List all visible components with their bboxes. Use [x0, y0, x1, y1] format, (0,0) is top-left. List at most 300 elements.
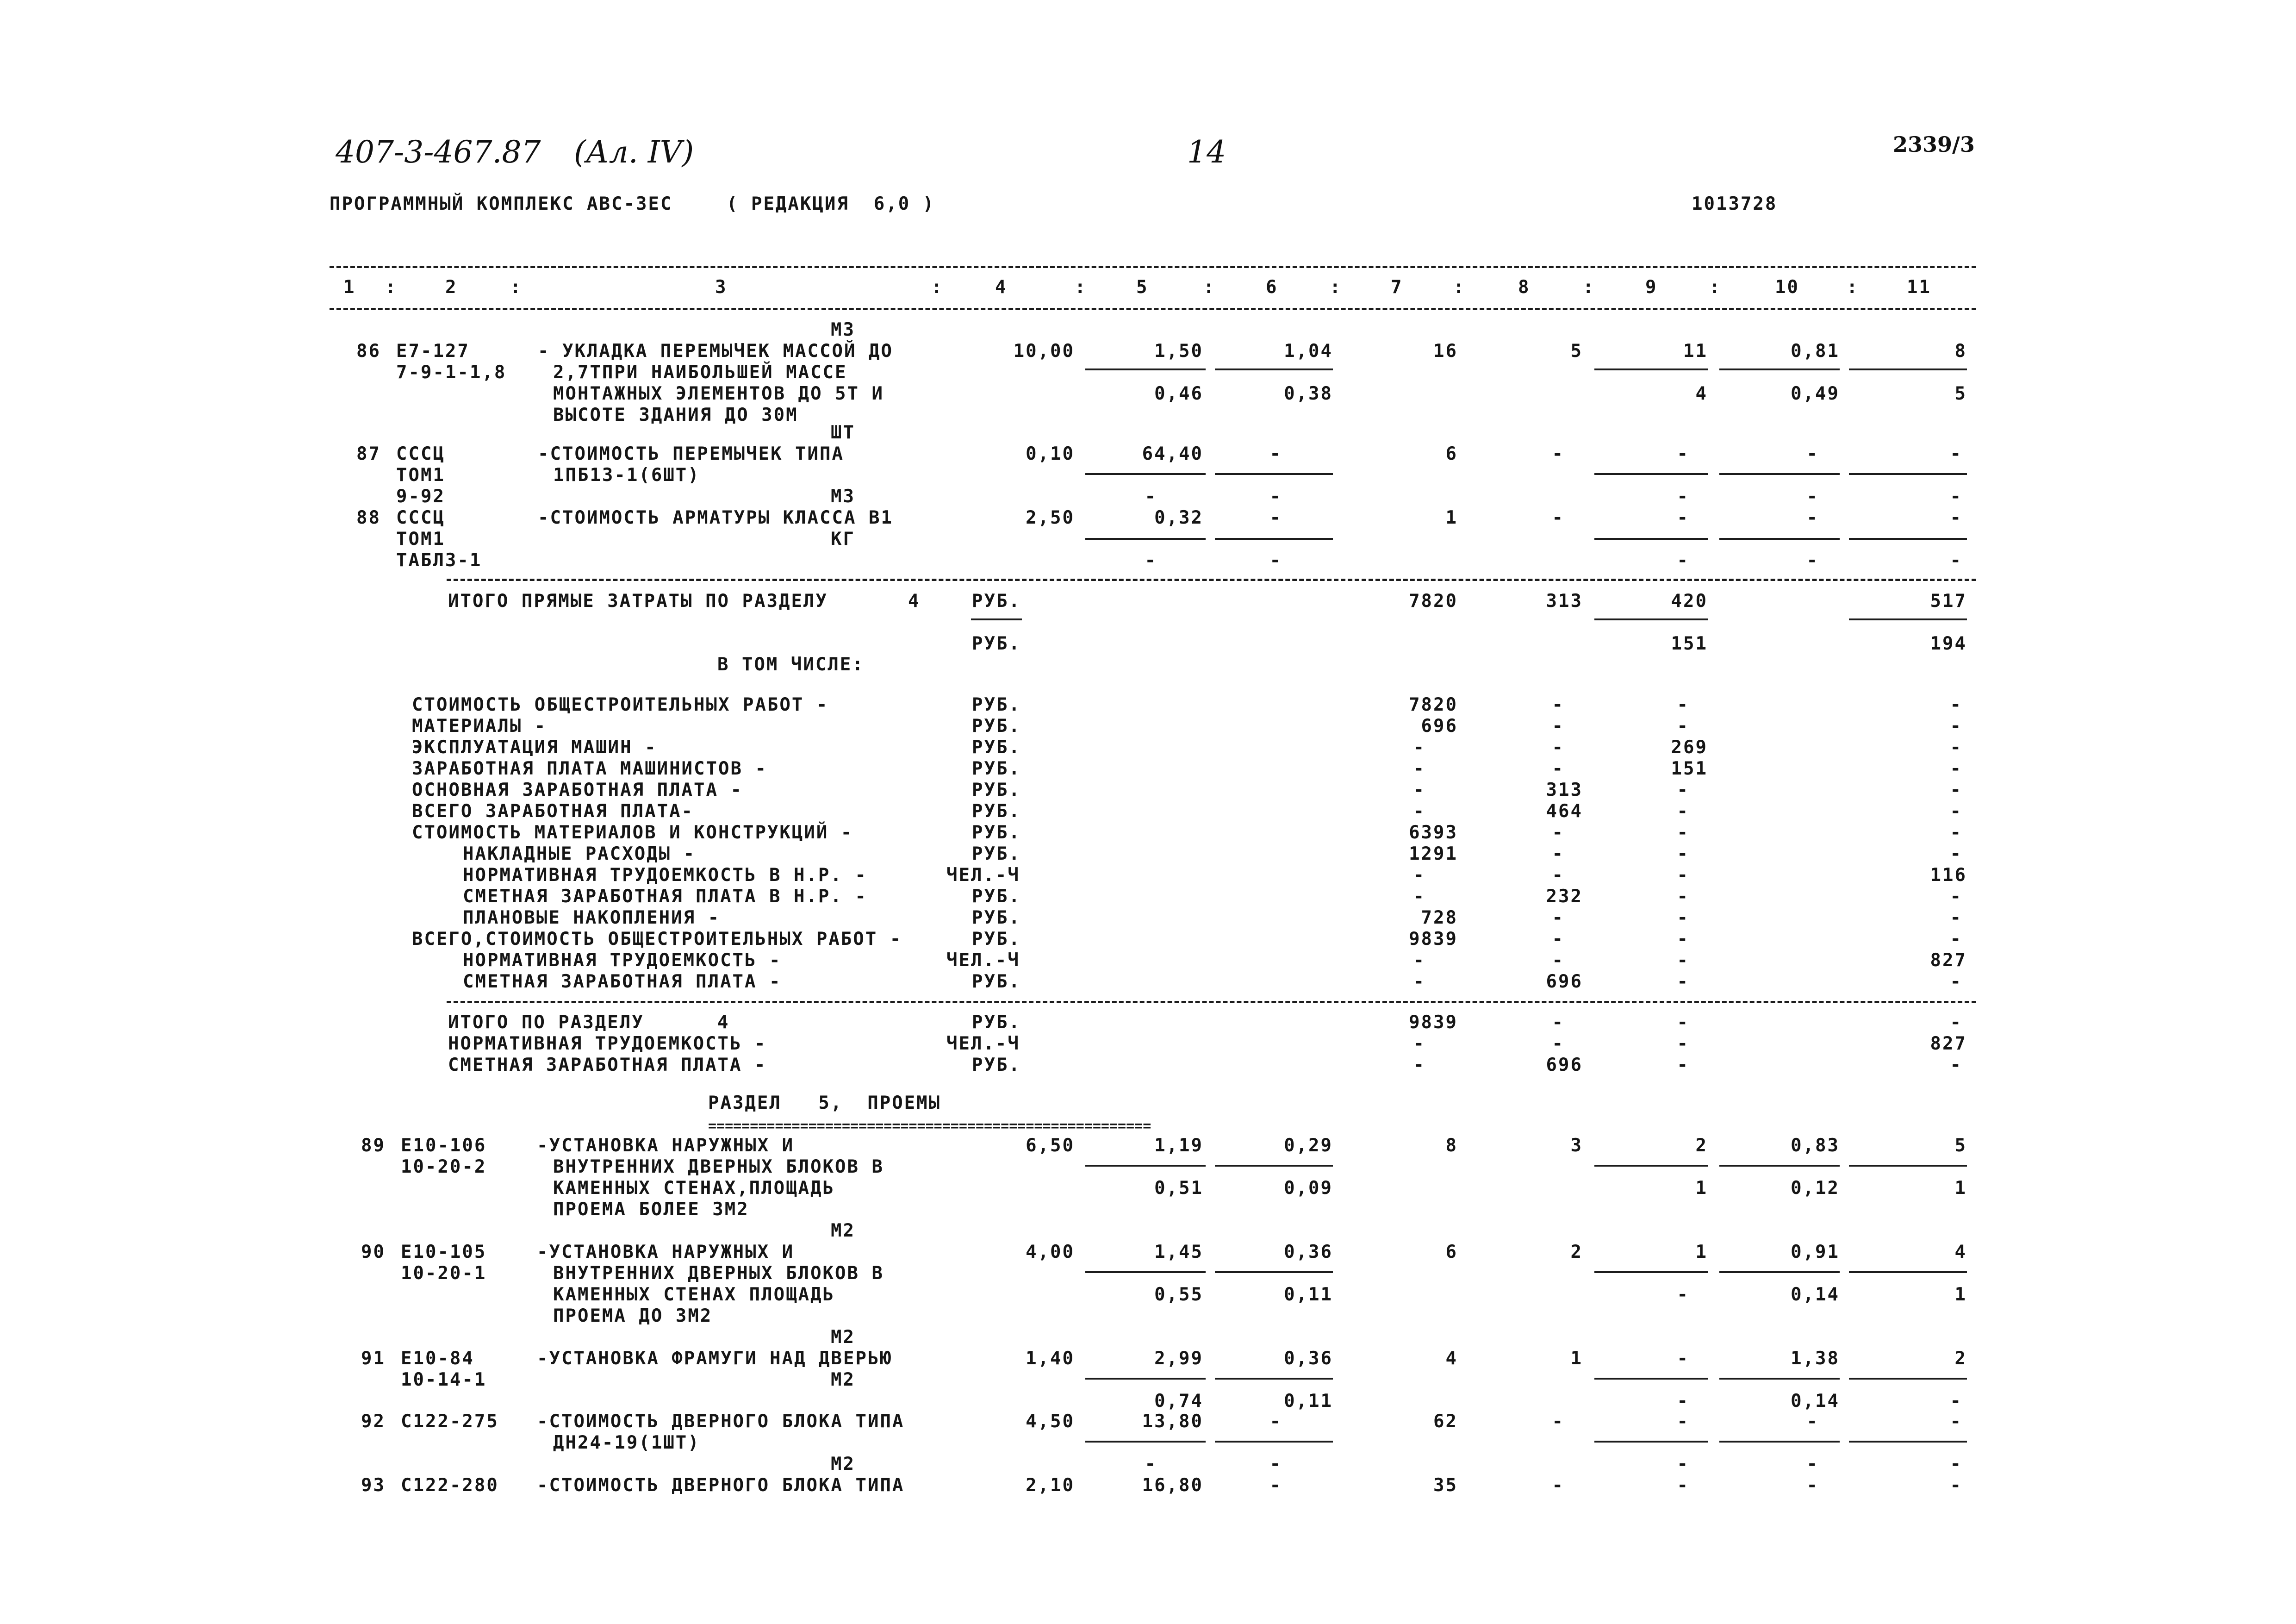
breakdown-c9: - [1677, 716, 1689, 737]
cell-7: 6 [1445, 443, 1458, 464]
breakdown-c11: - [1950, 780, 1962, 800]
col-h-7: 7 [1391, 277, 1403, 298]
final-unit: РУБ. [972, 1055, 1021, 1075]
breakdown-unit: РУБ. [972, 971, 1021, 992]
breakdown-c7: - [1413, 971, 1425, 992]
cell-11: 8 [1954, 341, 1967, 362]
row-description: -СТОИМОСТЬ ДВЕРНОГО БЛОКА ТИПА [537, 1411, 905, 1432]
row-code: 9-92 [396, 486, 445, 507]
row-code: 10-14-1 [401, 1369, 487, 1390]
cell-quantity: 6,50 [1026, 1135, 1075, 1156]
breakdown-c9: - [1677, 971, 1689, 992]
breakdown-label: ОСНОВНАЯ ЗАРАБОТНАЯ ПЛАТА - [412, 780, 743, 800]
breakdown-c8: - [1552, 716, 1564, 737]
row-description: ПРОЕМА ДО 3М2 [553, 1305, 713, 1326]
cell-divider [1594, 1441, 1708, 1443]
breakdown-label: СТОИМОСТЬ ОБЩЕСТРОИТЕЛЬНЫХ РАБОТ - [412, 694, 829, 715]
breakdown-c8: - [1552, 758, 1564, 779]
cell-11-labor: 1 [1954, 1178, 1967, 1199]
row-description: -СТОИМОСТЬ ПЕРЕМЫЧЕК ТИПА [538, 443, 844, 464]
cell-6: 0,36 [1284, 1242, 1333, 1262]
row-description: -УСТАНОВКА ФРАМУГИ НАД ДВЕРЬЮ [537, 1348, 892, 1369]
breakdown-label: СМЕТНАЯ ЗАРАБОТНАЯ ПЛАТА В Н.Р. - [463, 886, 867, 907]
final-c11: - [1950, 1012, 1962, 1033]
row-description: -СТОИМОСТЬ АРМАТУРЫ КЛАССА В1 [538, 507, 893, 528]
breakdown-c7: - [1413, 950, 1425, 971]
cell-5: 16,80 [1142, 1475, 1203, 1496]
cell-8: - [1552, 443, 1564, 464]
cell-9: - [1677, 1475, 1689, 1496]
cell-divider [1085, 473, 1206, 475]
row-description: КАМЕННЫХ СТЕНАХ ПЛОЩАДЬ [553, 1284, 835, 1305]
breakdown-c11: 827 [1930, 950, 1967, 971]
breakdown-c9: - [1677, 843, 1689, 864]
document-id: 1013728 [1692, 194, 1778, 214]
breakdown-unit: РУБ. [972, 929, 1021, 949]
section-total-c8: 313 [1546, 591, 1583, 612]
col-h-sep: : [385, 277, 398, 298]
cell-divider [1594, 473, 1708, 475]
row-description: -УСТАНОВКА НАРУЖНЫХ И [537, 1242, 795, 1262]
cell-6: - [1269, 507, 1282, 528]
breakdown-unit: РУБ. [972, 907, 1021, 928]
final-total-rule [447, 1001, 1976, 1003]
cell-divider [1085, 1378, 1206, 1380]
row-code: ТОМ1 [396, 465, 445, 486]
breakdown-label: ВСЕГО ЗАРАБОТНАЯ ПЛАТА- [412, 801, 694, 822]
final-c9: - [1677, 1033, 1689, 1054]
final-label: ИТОГО ПО РАЗДЕЛУ [448, 1012, 644, 1033]
row-number: 90 [361, 1242, 386, 1262]
row-code: С122-275 [401, 1411, 499, 1432]
cell-divider [1719, 1441, 1840, 1443]
row-description: МОНТАЖНЫХ ЭЛЕМЕНТОВ ДО 5Т И [553, 383, 884, 404]
breakdown-c11: - [1950, 801, 1962, 822]
breakdown-c9: - [1677, 907, 1689, 928]
cell-9-labor: - [1677, 1454, 1689, 1474]
cell-9-labor: - [1677, 486, 1689, 507]
cell-5-labor: 0,74 [1154, 1391, 1203, 1412]
breakdown-unit: РУБ. [972, 780, 1021, 800]
section-5-rule: ===================================================== [708, 1118, 1151, 1134]
breakdown-unit: РУБ. [972, 801, 1021, 822]
cell-9-labor: 1 [1695, 1178, 1708, 1199]
col-h-9: 9 [1645, 277, 1658, 298]
cell-divider [1594, 618, 1708, 620]
cell-6: 0,36 [1284, 1348, 1333, 1369]
col-h-sep: : [1453, 277, 1466, 298]
section-total-c9-labor: 151 [1671, 633, 1708, 654]
cell-11-labor: - [1950, 486, 1962, 507]
breakdown-c11: - [1950, 716, 1962, 737]
cell-divider [1085, 369, 1206, 370]
col-h-sep: : [1075, 277, 1087, 298]
breakdown-c8: - [1552, 822, 1564, 843]
cell-9: - [1677, 1348, 1689, 1369]
doc-code: 407-3-467.87 [336, 134, 541, 170]
cell-quantity: 10,00 [1013, 341, 1075, 362]
cell-divider [1215, 538, 1333, 540]
cell-10: - [1806, 1475, 1819, 1496]
page-number: 14 [1187, 134, 1226, 170]
unit-label: М3 [831, 319, 855, 340]
cell-10: - [1806, 1411, 1819, 1432]
col-h-3: 3 [715, 277, 728, 298]
cell-11-labor: - [1950, 1391, 1962, 1412]
cell-divider [1215, 1378, 1333, 1380]
cell-6: 0,29 [1284, 1135, 1333, 1156]
breakdown-c9: - [1677, 801, 1689, 822]
cell-divider [1085, 1441, 1206, 1443]
section-total-c11: 517 [1930, 591, 1967, 612]
cell-11: - [1950, 1411, 1962, 1432]
cell-6-labor: 0,11 [1284, 1391, 1333, 1412]
cell-divider [1849, 473, 1967, 475]
col-h-sep: : [1583, 277, 1595, 298]
row-description: ДН24-19(1ШТ) [553, 1432, 700, 1453]
header-top-rule [330, 266, 1976, 268]
header-bottom-rule [330, 308, 1976, 310]
corner-number: 2339/3 [1893, 132, 1975, 157]
cell-11: 4 [1954, 1242, 1967, 1262]
cell-10: - [1806, 507, 1819, 528]
breakdown-unit: ЧЕЛ.-Ч [946, 865, 1020, 886]
cell-11-labor: 5 [1954, 383, 1967, 404]
cell-divider [971, 618, 1022, 620]
cell-5-labor: 0,55 [1154, 1284, 1203, 1305]
breakdown-unit: РУБ. [972, 737, 1021, 758]
breakdown-c8: 313 [1546, 780, 1583, 800]
album-ref: (Ал. IV) [574, 134, 694, 170]
final-c9: - [1677, 1012, 1689, 1033]
breakdown-c7: 9839 [1409, 929, 1458, 949]
breakdown-label: СМЕТНАЯ ЗАРАБОТНАЯ ПЛАТА - [463, 971, 782, 992]
cell-divider [1594, 538, 1708, 540]
cell-divider [1719, 369, 1840, 370]
cell-quantity: 0,10 [1026, 443, 1075, 464]
col-h-sep: : [1709, 277, 1722, 298]
breakdown-c8: - [1552, 737, 1564, 758]
cell-divider [1849, 618, 1967, 620]
row-description: ПРОЕМА БОЛЕЕ 3М2 [553, 1199, 749, 1220]
row-code: Е10-105 [401, 1242, 487, 1262]
cell-5-labor: - [1145, 486, 1157, 507]
cell-5: 0,32 [1154, 507, 1203, 528]
cell-5: 64,40 [1142, 443, 1203, 464]
cell-11: - [1950, 1475, 1962, 1496]
cell-5-labor: 0,46 [1154, 383, 1203, 404]
cell-8: 3 [1570, 1135, 1583, 1156]
unit-label: М2 [831, 1220, 855, 1241]
cell-divider [1594, 1165, 1708, 1167]
breakdown-c8: 464 [1546, 801, 1583, 822]
cell-8: 2 [1570, 1242, 1583, 1262]
final-c8: 696 [1546, 1055, 1583, 1075]
section-total-unit: РУБ. [972, 591, 1021, 612]
edition-label: ( РЕДАКЦИЯ 6,0 ) [727, 194, 935, 214]
cell-9-labor: - [1677, 1284, 1689, 1305]
breakdown-c8: - [1552, 865, 1564, 886]
row-description: ВЫСОТЕ ЗДАНИЯ ДО 30М [553, 405, 798, 425]
cell-5-labor: - [1145, 550, 1157, 571]
breakdown-c8: 232 [1546, 886, 1583, 907]
breakdown-c11: - [1950, 886, 1962, 907]
row-code: ТОМ1 [396, 529, 445, 550]
breakdown-c7: - [1413, 801, 1425, 822]
final-label: НОРМАТИВНАЯ ТРУДОЕМКОСТЬ - [448, 1033, 767, 1054]
cell-5-labor: 0,51 [1154, 1178, 1203, 1199]
breakdown-c7: - [1413, 886, 1425, 907]
row-number: 89 [361, 1135, 386, 1156]
cell-quantity: 4,00 [1026, 1242, 1075, 1262]
col-h-sep: : [1203, 277, 1216, 298]
col-h-11: 11 [1907, 277, 1931, 298]
col-h-5: 5 [1136, 277, 1149, 298]
row-description: -УСТАНОВКА НАРУЖНЫХ И [537, 1135, 795, 1156]
row-code: Е10-84 [401, 1348, 474, 1369]
breakdown-c9: 269 [1671, 737, 1708, 758]
cell-8: 5 [1570, 341, 1583, 362]
cell-divider [1215, 369, 1333, 370]
breakdown-c11: - [1950, 737, 1962, 758]
cell-7: 1 [1445, 507, 1458, 528]
cell-divider [1215, 473, 1333, 475]
row-code: С122-280 [401, 1475, 499, 1496]
cell-8: - [1552, 507, 1564, 528]
cell-8: - [1552, 1475, 1564, 1496]
section-5-title: РАЗДЕЛ 5, ПРОЕМЫ [708, 1093, 941, 1113]
cell-divider [1849, 538, 1967, 540]
final-label: СМЕТНАЯ ЗАРАБОТНАЯ ПЛАТА - [448, 1055, 767, 1075]
cell-divider [1849, 1441, 1967, 1443]
cell-10: - [1806, 443, 1819, 464]
col-h-sep: : [1330, 277, 1342, 298]
final-c11: 827 [1930, 1033, 1967, 1054]
cell-7: 35 [1433, 1475, 1458, 1496]
breakdown-unit: РУБ. [972, 822, 1021, 843]
breakdown-c11: - [1950, 758, 1962, 779]
breakdown-c11: - [1950, 929, 1962, 949]
breakdown-c7: 1291 [1409, 843, 1458, 864]
breakdown-c11: - [1950, 694, 1962, 715]
row-code: 7-9-1-1,8 [396, 362, 507, 383]
final-section-number: 4 [717, 1012, 730, 1033]
cell-quantity: 4,50 [1026, 1411, 1075, 1432]
breakdown-c7: - [1413, 865, 1425, 886]
cell-5: 2,99 [1154, 1348, 1203, 1369]
section-total-c9: 420 [1671, 591, 1708, 612]
cell-6: - [1269, 1411, 1282, 1432]
cell-divider [1215, 1271, 1333, 1273]
row-number: 86 [356, 341, 381, 362]
row-code: 10-20-2 [401, 1156, 487, 1177]
cell-10-labor: 0,14 [1791, 1391, 1840, 1412]
cell-quantity: 2,10 [1026, 1475, 1075, 1496]
row-description: - УКЛАДКА ПЕРЕМЫЧЕК МАССОЙ ДО [538, 341, 893, 362]
breakdown-c8: - [1552, 907, 1564, 928]
col-h-4: 4 [995, 277, 1008, 298]
row-code: СССЦ [396, 507, 445, 528]
program-title: ПРОГРАММНЫЙ КОМПЛЕКС АВС-3ЕС [330, 194, 673, 214]
cell-10-labor: - [1806, 486, 1819, 507]
row-number: 92 [361, 1411, 386, 1432]
cell-9-labor: - [1677, 550, 1689, 571]
cell-10-labor: 0,14 [1791, 1284, 1840, 1305]
cell-divider [1085, 1165, 1206, 1167]
breakdown-c9: - [1677, 950, 1689, 971]
row-number: 87 [356, 443, 381, 464]
cell-9-labor: 4 [1695, 383, 1708, 404]
cell-9: 1 [1695, 1242, 1708, 1262]
row-number: 88 [356, 507, 381, 528]
section-total-c7: 7820 [1409, 591, 1458, 612]
unit-label: М2 [831, 1369, 855, 1390]
breakdown-c11: - [1950, 907, 1962, 928]
final-c8: - [1552, 1033, 1564, 1054]
section-total-unit-labor: РУБ. [972, 633, 1021, 654]
final-c7: - [1413, 1033, 1425, 1054]
cell-divider [1849, 1378, 1967, 1380]
final-c7: - [1413, 1055, 1425, 1075]
col-h-2: 2 [445, 277, 458, 298]
final-unit: РУБ. [972, 1012, 1021, 1033]
row-number: 93 [361, 1475, 386, 1496]
breakdown-c7: 6393 [1409, 822, 1458, 843]
cell-divider [1849, 1165, 1967, 1167]
cell-7: 8 [1445, 1135, 1458, 1156]
cell-9: 11 [1683, 341, 1708, 362]
cell-divider [1594, 1378, 1708, 1380]
breakdown-c7: 7820 [1409, 694, 1458, 715]
cell-quantity: 1,40 [1026, 1348, 1075, 1369]
cell-divider [1719, 473, 1840, 475]
breakdown-c8: - [1552, 929, 1564, 949]
cell-10-labor: - [1806, 550, 1819, 571]
cell-10: 0,83 [1791, 1135, 1840, 1156]
breakdown-c8: - [1552, 950, 1564, 971]
breakdown-label: ЭКСПЛУАТАЦИЯ МАШИН - [412, 737, 657, 758]
cell-9: 2 [1695, 1135, 1708, 1156]
cell-11: - [1950, 507, 1962, 528]
row-description: 1ПБ13-1(6ШТ) [553, 465, 700, 486]
breakdown-c11: 116 [1930, 865, 1967, 886]
section-total-c11-labor: 194 [1930, 633, 1967, 654]
breakdown-c11: - [1950, 822, 1962, 843]
cell-6-labor: 0,09 [1284, 1178, 1333, 1199]
row-code: Е7-127 [396, 341, 470, 362]
cell-5-labor: - [1145, 1454, 1157, 1474]
breakdown-c11: - [1950, 971, 1962, 992]
cell-7: 6 [1445, 1242, 1458, 1262]
breakdown-label: ВСЕГО,СТОИМОСТЬ ОБЩЕСТРОИТЕЛЬНЫХ РАБОТ - [412, 929, 902, 949]
breakdown-unit: РУБ. [972, 716, 1021, 737]
unit-label: М2 [831, 1327, 855, 1348]
breakdown-c9: - [1677, 780, 1689, 800]
breakdown-label: ЗАРАБОТНАЯ ПЛАТА МАШИНИСТОВ - [412, 758, 767, 779]
breakdown-c9: - [1677, 929, 1689, 949]
cell-10: 0,91 [1791, 1242, 1840, 1262]
cell-divider [1215, 1441, 1333, 1443]
unit-label: М3 [831, 486, 855, 507]
cell-6: - [1269, 1475, 1282, 1496]
cell-6: - [1269, 443, 1282, 464]
breakdown-c8: - [1552, 843, 1564, 864]
cell-10: 1,38 [1791, 1348, 1840, 1369]
cell-5: 13,80 [1142, 1411, 1203, 1432]
cell-8: - [1552, 1411, 1564, 1432]
breakdown-label: МАТЕРИАЛЫ - [412, 716, 547, 737]
breakdown-c9: - [1677, 886, 1689, 907]
breakdown-c7: 728 [1421, 907, 1458, 928]
cell-8: 1 [1570, 1348, 1583, 1369]
cell-10-labor: 0,49 [1791, 383, 1840, 404]
cell-9: - [1677, 1411, 1689, 1432]
col-h-sep: : [1847, 277, 1859, 298]
cell-divider [1085, 1271, 1206, 1273]
breakdown-c7: - [1413, 737, 1425, 758]
cell-divider [1719, 1165, 1840, 1167]
breakdown-c9: - [1677, 865, 1689, 886]
breakdown-c8: - [1552, 694, 1564, 715]
cell-6-labor: 0,38 [1284, 383, 1333, 404]
section-total-label: ИТОГО ПРЯМЫЕ ЗАТРАТЫ ПО РАЗДЕЛУ [448, 591, 828, 612]
cell-9-labor: - [1677, 1391, 1689, 1412]
row-description: КАМЕННЫХ СТЕНАХ,ПЛОЩАДЬ [553, 1178, 835, 1199]
cell-7: 16 [1433, 341, 1458, 362]
breakdown-c7: - [1413, 758, 1425, 779]
cell-divider [1215, 1165, 1333, 1167]
cell-quantity: 2,50 [1026, 507, 1075, 528]
breakdown-unit: ЧЕЛ.-Ч [946, 950, 1020, 971]
final-c11: - [1950, 1055, 1962, 1075]
cell-divider [1594, 1271, 1708, 1273]
including-heading: В ТОМ ЧИСЛЕ: [717, 654, 865, 675]
cell-6-labor: - [1269, 1454, 1282, 1474]
cell-5: 1,50 [1154, 341, 1203, 362]
col-h-10: 10 [1775, 277, 1799, 298]
row-code: ТАБЛ3-1 [396, 550, 482, 571]
breakdown-c11: - [1950, 843, 1962, 864]
breakdown-label: ПЛАНОВЫЕ НАКОПЛЕНИЯ - [463, 907, 721, 928]
section-total-rule [447, 579, 1976, 581]
breakdown-unit: РУБ. [972, 843, 1021, 864]
cell-11-labor: 1 [1954, 1284, 1967, 1305]
breakdown-c7: 696 [1421, 716, 1458, 737]
cell-6-labor: - [1269, 550, 1282, 571]
breakdown-c8: 696 [1546, 971, 1583, 992]
breakdown-c9: - [1677, 822, 1689, 843]
cell-11-labor: - [1950, 1454, 1962, 1474]
unit-label: КГ [831, 529, 855, 550]
row-description: ВНУТРЕННИХ ДВЕРНЫХ БЛОКОВ В [553, 1263, 884, 1284]
row-description: -СТОИМОСТЬ ДВЕРНОГО БЛОКА ТИПА [537, 1475, 905, 1496]
section-total-number: 4 [908, 591, 921, 612]
breakdown-label: НОРМАТИВНАЯ ТРУДОЕМКОСТЬ В Н.Р. - [463, 865, 867, 886]
cell-11: 5 [1954, 1135, 1967, 1156]
row-description: ВНУТРЕННИХ ДВЕРНЫХ БЛОКОВ В [553, 1156, 884, 1177]
breakdown-unit: РУБ. [972, 694, 1021, 715]
cell-6: 1,04 [1284, 341, 1333, 362]
row-code: СССЦ [396, 443, 445, 464]
breakdown-label: НАКЛАДНЫЕ РАСХОДЫ - [463, 843, 696, 864]
cell-divider [1719, 1271, 1840, 1273]
unit-label: М2 [831, 1454, 855, 1474]
col-h-8: 8 [1518, 277, 1531, 298]
col-h-1: 1 [343, 277, 356, 298]
unit-label: ШТ [831, 422, 855, 443]
row-code: Е10-106 [401, 1135, 487, 1156]
breakdown-label: СТОИМОСТЬ МАТЕРИАЛОВ И КОНСТРУКЦИЙ - [412, 822, 853, 843]
